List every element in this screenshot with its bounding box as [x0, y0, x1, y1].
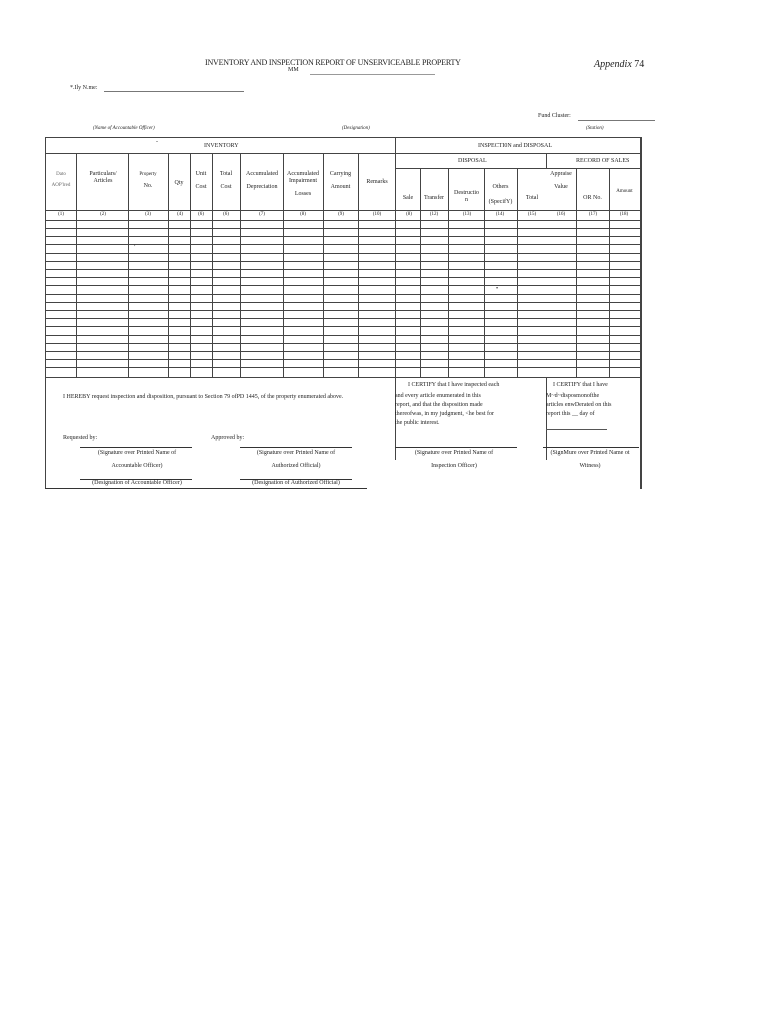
grid-row-line: [45, 343, 640, 344]
column-number: (10): [372, 212, 382, 217]
designation-caption-accountable: (Designation of Accountable Officer): [92, 480, 182, 486]
column-number: (18): [619, 212, 629, 217]
col-header-sale: Sale: [402, 195, 414, 201]
grid-row-line: [45, 228, 640, 229]
certify-witness-line: report this __ day of: [546, 411, 595, 417]
fund-cluster-label: Fund Cluster:: [538, 113, 571, 119]
grid-column-line: [448, 168, 449, 377]
signature-caption-accountable: (Signature over Printed Name of Accountable Officer): [97, 450, 177, 469]
column-number: (13): [462, 212, 472, 217]
report-subtitle: MM: [288, 67, 299, 73]
grid-row-line: [45, 318, 640, 319]
report-title: INVENTORY AND INSPECTION REPORT OF UNSERVICEABLE PROPERTY: [205, 58, 461, 67]
col-header-transfer: Transfer: [423, 195, 445, 201]
col-header-others: Others (SpecifY): [488, 184, 513, 205]
col-header-accumulated-depreciation: Accumulated Depreciation: [246, 171, 278, 190]
certify-inspection-line: thereofwas, in my judgment, <he best for: [395, 411, 495, 417]
column-number: (8): [300, 212, 306, 217]
signature-line-witness[interactable]: [543, 447, 639, 448]
column-number: (1): [58, 212, 64, 217]
col-header-particulars: Particulars/ Articles: [89, 171, 117, 184]
station-label: (Station): [586, 126, 604, 131]
entity-name-label: *.Ily N.me:: [70, 85, 98, 91]
inspection-group-label: INSPECTI0N and DISPOSAL: [478, 143, 553, 149]
col-header-property-no: Property No.: [139, 172, 157, 189]
appendix-label: Appendix 74: [594, 59, 645, 70]
inventory-group-label: INVENTORY: [204, 143, 239, 149]
col-header-total: Total: [525, 195, 539, 201]
col-header-or-no: OR No.: [583, 195, 602, 201]
column-number: (16): [556, 212, 566, 217]
certify-inspection-line: the public interest.: [395, 420, 440, 426]
signature-line-accountable[interactable]: [80, 447, 192, 448]
certify-inspection-line: report, and that the disposition made: [395, 402, 483, 408]
stray-mark: •: [496, 286, 499, 292]
record-sales-group-label: RECORD OF SALES: [576, 158, 630, 164]
certify-witness-line: M~d~disposmonofthe: [546, 393, 600, 399]
requested-by-label: Requested by:: [63, 435, 98, 441]
request-statement: I HEREBY request inspection and disposition, pursuant to Section 79 ofPD 1445, of the property enumerated above.: [63, 394, 344, 400]
column-number: (14): [495, 212, 505, 217]
grid-row-line: [45, 253, 640, 254]
signature-caption-inspection: (Signature over Printed Name of Inspection Officer): [414, 450, 494, 469]
grid-row-line: [45, 335, 640, 336]
column-number: (6): [223, 212, 229, 217]
col-header-total-cost: Total Cost: [219, 171, 233, 190]
grid-row-line: [45, 326, 640, 327]
grid-column-line: [484, 168, 485, 377]
entity-name-field[interactable]: [104, 91, 244, 92]
column-number: (3): [145, 212, 151, 217]
column-number: (17): [588, 212, 598, 217]
col-header-remarks: Remarks: [366, 179, 388, 185]
grid-row-line: [45, 261, 640, 262]
col-header-unit-cost: Unit Cost: [195, 171, 207, 190]
col-header-accumulated-impairment: Accumulated Impairment Losses: [287, 171, 319, 197]
grid-row-line: [45, 236, 640, 237]
witness-date-field[interactable]: [546, 429, 607, 430]
designation-label: (Designation): [342, 126, 370, 131]
signature-line-inspection[interactable]: [395, 447, 517, 448]
signature-caption-authorized: (Signature over Printed Name of Authorized Official): [256, 450, 336, 469]
column-number: (9): [338, 212, 344, 217]
grid-column-line: [395, 168, 396, 377]
grid-row-line: [45, 359, 640, 360]
col-header-destruction: Destructio n: [454, 190, 479, 203]
col-header-carrying-amount: Carrying Amount: [329, 171, 352, 190]
certify-witness-line: articles enwDerated on this: [546, 402, 612, 408]
dash-mark: -: [156, 139, 158, 145]
stray-mark: ,: [134, 241, 136, 247]
column-number: (15): [527, 212, 537, 217]
col-header-qty: Qty: [174, 180, 184, 186]
grid-row-line: [45, 277, 640, 278]
certify-witness-line: I CERTIFY that I have: [553, 382, 608, 388]
grid-row-line: [45, 294, 640, 295]
signature-line-authorized[interactable]: [240, 447, 352, 448]
approved-by-label: Approved by:: [211, 435, 245, 441]
grid-row-line: [45, 269, 640, 270]
col-header-appraised-value: Appraise Value: [550, 171, 572, 190]
certify-inspection-line: I CERTIFY that I have inspected each: [408, 382, 500, 388]
grid-column-line: [576, 168, 577, 377]
grid-column-line: [420, 168, 421, 377]
column-number: (7): [259, 212, 265, 217]
grid-row-line: [45, 351, 640, 352]
grid-column-line: [517, 168, 518, 377]
certify-inspection-line: and every article enumerated in this: [395, 393, 481, 399]
grid-row-line: [45, 285, 640, 286]
grid-row-line: [45, 302, 640, 303]
fund-cluster-field[interactable]: [578, 120, 655, 121]
col-header-date: Dato AOP'lred: [51, 172, 71, 188]
col-header-amount: Amount: [616, 189, 633, 194]
column-number: (8): [406, 212, 412, 217]
column-number: (12): [429, 212, 439, 217]
disposal-group-label: DISPOSAL: [458, 158, 487, 164]
accountable-officer-name-label: (Name of Accountable Officer): [93, 126, 155, 131]
column-number: (2): [100, 212, 106, 217]
signature-caption-witness: (SignMure over Printed Name ot Witness): [550, 450, 630, 469]
designation-caption-authorized: (Designation of Authorized Official): [252, 480, 340, 486]
subtitle-underline: [310, 74, 435, 75]
column-number: (4): [177, 212, 183, 217]
grid-row-line: [45, 367, 640, 368]
column-number: (6): [198, 212, 204, 217]
grid-row-line: [45, 310, 640, 311]
grid-column-line: [609, 168, 610, 377]
footer-bottom-border: [45, 488, 367, 489]
grid-row-line: [45, 377, 640, 378]
